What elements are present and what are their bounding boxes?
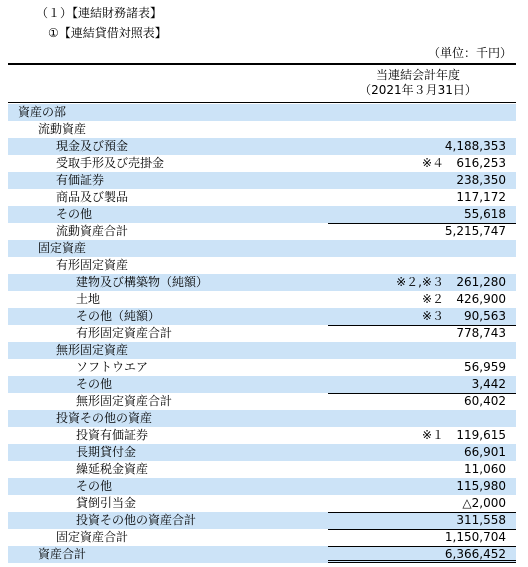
row-value: 778,743	[456, 326, 506, 340]
table-row	[8, 461, 516, 478]
row-value: 90,563	[464, 309, 506, 323]
row-value: 616,253	[456, 156, 506, 170]
table-row	[8, 359, 516, 376]
table-row	[8, 342, 516, 359]
note-reference: ※２,※３	[396, 275, 444, 289]
row-value: 1,150,704	[444, 530, 506, 544]
row-label: 流動資産	[38, 122, 87, 136]
table-row	[8, 308, 516, 325]
table-top-rule	[8, 63, 516, 65]
table-row	[8, 478, 516, 495]
table-row	[8, 427, 516, 444]
row-label: 流動資産合計	[56, 224, 129, 238]
table-row	[8, 257, 516, 274]
table-row	[8, 546, 516, 563]
row-label: その他	[76, 479, 113, 493]
column-header-period: 当連結会計年度	[375, 68, 460, 82]
note-reference: ※４	[421, 156, 444, 170]
row-value: 60,402	[464, 394, 506, 408]
row-label: 現金及び預金	[56, 139, 129, 153]
row-label: 固定資産合計	[56, 530, 129, 544]
row-value: 55,618	[464, 207, 506, 221]
row-value: 66,901	[464, 445, 506, 459]
table-row	[8, 206, 516, 223]
row-label: 投資有価証券	[76, 428, 149, 442]
row-value: △2,000	[462, 496, 506, 510]
row-value: 4,188,353	[444, 139, 506, 153]
row-label: 有形固定資産	[56, 258, 129, 272]
row-value: 117,172	[456, 190, 506, 204]
note-reference: ※３	[421, 309, 444, 323]
row-label: ソフトウエア	[76, 360, 149, 374]
table-row	[8, 121, 516, 138]
row-value: 115,980	[456, 479, 506, 493]
row-label: 資産合計	[38, 547, 87, 561]
table-row	[8, 223, 516, 240]
table-row	[8, 512, 516, 529]
row-label: 有形固定資産合計	[76, 326, 173, 340]
table-row	[8, 104, 516, 121]
row-label: 貸倒引当金	[76, 496, 137, 510]
row-label: 無形固定資産合計	[76, 394, 173, 408]
column-header-date: （2021年３月31日）	[359, 83, 477, 97]
table-row	[8, 138, 516, 155]
row-value: 238,350	[456, 173, 506, 187]
row-value: 119,615	[456, 428, 506, 442]
table-row	[8, 189, 516, 206]
table-row	[8, 410, 516, 427]
statement-title: ①【連結貸借対照表】	[48, 26, 167, 40]
table-row	[8, 529, 516, 546]
unit-label: （単位：千円）	[427, 46, 512, 60]
table-row	[8, 274, 516, 291]
row-value: 261,280	[456, 275, 506, 289]
row-label: 投資その他の資産合計	[76, 513, 197, 527]
note-reference: ※２	[421, 292, 444, 306]
row-label: 建物及び構築物（純額）	[76, 275, 209, 289]
table-row	[8, 240, 516, 257]
table-row	[8, 393, 516, 410]
table-row	[8, 291, 516, 308]
row-label: その他	[76, 377, 113, 391]
row-label: 長期貸付金	[76, 445, 137, 459]
row-label: 繰延税金資産	[76, 462, 149, 476]
row-label: 資産の部	[18, 105, 67, 119]
row-value: 426,900	[456, 292, 506, 306]
column-header	[320, 68, 516, 98]
table-row	[8, 172, 516, 189]
row-label: 受取手形及び売掛金	[56, 156, 165, 170]
table-row	[8, 325, 516, 342]
row-value: 56,959	[464, 360, 506, 374]
row-label: その他（純額）	[76, 309, 161, 323]
balance-sheet-table	[8, 104, 516, 563]
row-label: 固定資産	[38, 241, 87, 255]
row-label: 無形固定資産	[56, 343, 129, 357]
row-label: 商品及び製品	[56, 190, 129, 204]
row-value: 11,060	[464, 462, 506, 476]
row-label: 投資その他の資産	[56, 411, 153, 425]
row-value: 6,366,452	[444, 547, 506, 561]
row-value: 3,442	[471, 377, 506, 391]
row-label: 土地	[76, 292, 101, 306]
row-value: 5,215,747	[444, 224, 506, 238]
row-label: その他	[56, 207, 93, 221]
note-reference: ※１	[421, 428, 444, 442]
header-rule	[8, 102, 516, 103]
section-title: （１）【連結財務諸表】	[36, 6, 163, 20]
table-row	[8, 155, 516, 172]
table-row	[8, 376, 516, 393]
row-value: 311,558	[456, 513, 506, 527]
table-row	[8, 444, 516, 461]
row-label: 有価証券	[56, 173, 105, 187]
table-row	[8, 495, 516, 512]
